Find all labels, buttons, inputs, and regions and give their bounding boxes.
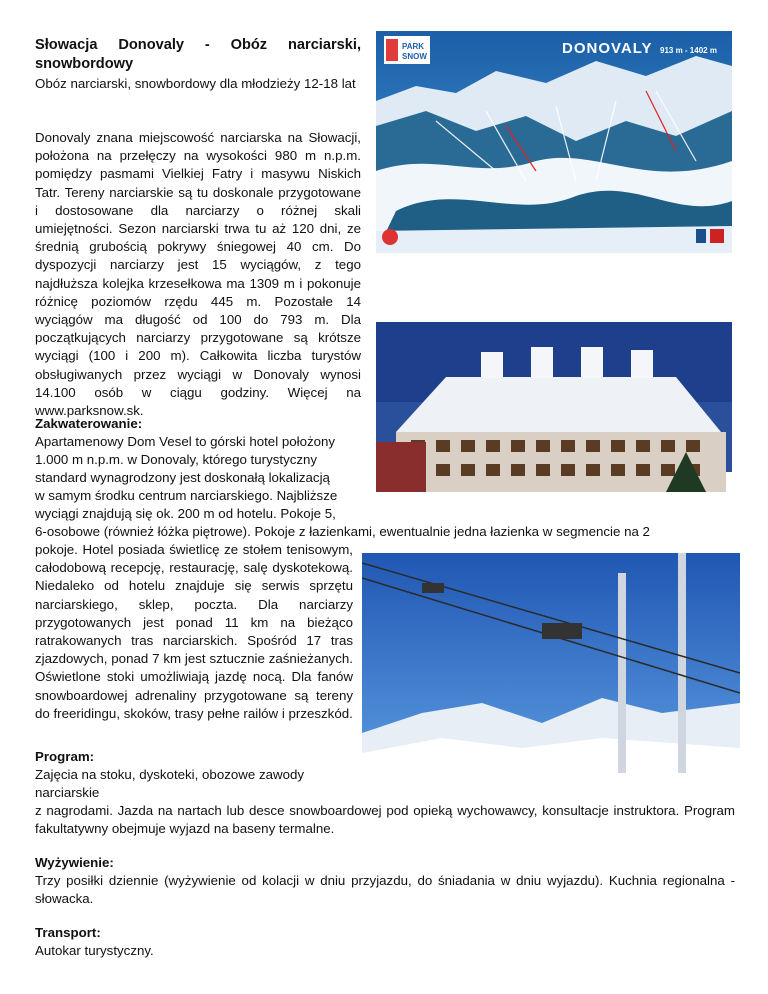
intro-paragraph: Donovaly znana miejscowość narciarska na Słowacji, położona na przełęczy na wysokości 980 m n.p.m. pomiędzy pasmami Vielkiej Fatry i masywu Niskich Tatr. Tereny narciarskie są tu doskonale przygotowane i dostosowane dla narciarzy o różnej skali umiejętności. Sezon narciarski trwa tu aż 120 dni, ze średnią grubością pokrywy śniegowej 40 cm. Do dyspozycji narciarzy jest 15 wyciągów, z tego najdłuższa kolejka krzesełkowa ma 1309 m i pokonuje różnicę poziomów rzędu 445 m. Pozostałe 14 wyciągów ma długość od 100 do 793 m. Dla początkujących narciarzy przygotowane są krótsze wyciągi (100 i 200 m). Całkowita liczba turystów obsługiwanych przez wyciągi w Donovaly wynosi 14.100 osób w ciągu godziny. Więcej na www.parksnow.sk. xyxy=(35,130,361,419)
accommodation-line-4: w samym środku centrum narciarskiego. Najbliższe xyxy=(35,488,338,503)
page-subtitle: Obóz narciarski, snowbordowy dla młodzieży 12-18 lat xyxy=(35,76,356,91)
food-heading: Wyżywienie: xyxy=(35,855,114,870)
accommodation-line-1: Apartamenowy Dom Vesel to górski hotel położony xyxy=(35,434,336,449)
program-paragraph: z nagrodami. Jazda na nartach lub desce snowboardowej pod opieką wychowawcy, konsultacje instruktora. Program fakultatywny obejmuje wyjazd na baseny termalne. xyxy=(35,803,735,837)
chairlift-image xyxy=(362,553,740,773)
program-line-1: Zajęcia na stoku, dyskoteki, obozowe zawody xyxy=(35,767,305,782)
accommodation-paragraph: pokoje. Hotel posiada świetlicę ze stołem tenisowym, całodobową recepcję, restaurację, salę dyskotekową. Niedaleko od hotelu znajduje się serwis sprzętu narciarskiego, sklep, poczta. Dla narciarzy przygotowanych jest ponad 11 km na bieżąco ratrakowanych tras narciarskich. Spośród 17 tras zjazdowych, ponad 7 km jest sztucznie zaśnieżanych. Oświetlone stoki umożliwiają jazdę nocą. Dla fanów snowboardowej adrenaliny przygotowane są tereny do freeridingu, skoków, trasy pełne railów i przeszkód. xyxy=(35,542,353,721)
map-elevation: 913 m - 1402 m xyxy=(660,46,717,55)
hotel-image xyxy=(376,322,732,541)
accommodation-line-5: wyciągi znajdują się ok. 200 m od hotelu. Pokoje 5, xyxy=(35,506,336,521)
accommodation-line-3: standard wynagrodzony jest doskonałą lokalizacją xyxy=(35,470,330,485)
program-line-2: narciarskie xyxy=(35,785,100,800)
accommodation-heading: Zakwaterowanie: xyxy=(35,416,143,431)
transport-heading: Transport: xyxy=(35,925,101,940)
logo-text-2: SNOW xyxy=(402,52,427,61)
page-title: Słowacja Donovaly - Obóz narciarski, snowbordowy xyxy=(35,37,361,72)
map-resort-name: DONOVALY xyxy=(562,40,653,57)
accommodation-full-line: 6-osobowe (również łóżka piętrowe). Pokoje z łazienkami, ewentualnie jedna łazienka w segmencie na 2 xyxy=(35,524,650,539)
transport-paragraph: Autokar turystyczny. xyxy=(35,943,154,958)
program-heading: Program: xyxy=(35,749,95,764)
accommodation-line-2: 1.000 m n.p.m. w Donovaly, którego turystyczny xyxy=(35,452,318,467)
food-paragraph: Trzy posiłki dziennie (wyżywienie od kolacji w dniu przyjazdu, do śniadania w dniu wyjazdu). Kuchnia regionalna - słowacka. xyxy=(35,873,735,907)
logo-text-1: PARK xyxy=(402,42,425,51)
ski-map-image xyxy=(376,31,732,253)
